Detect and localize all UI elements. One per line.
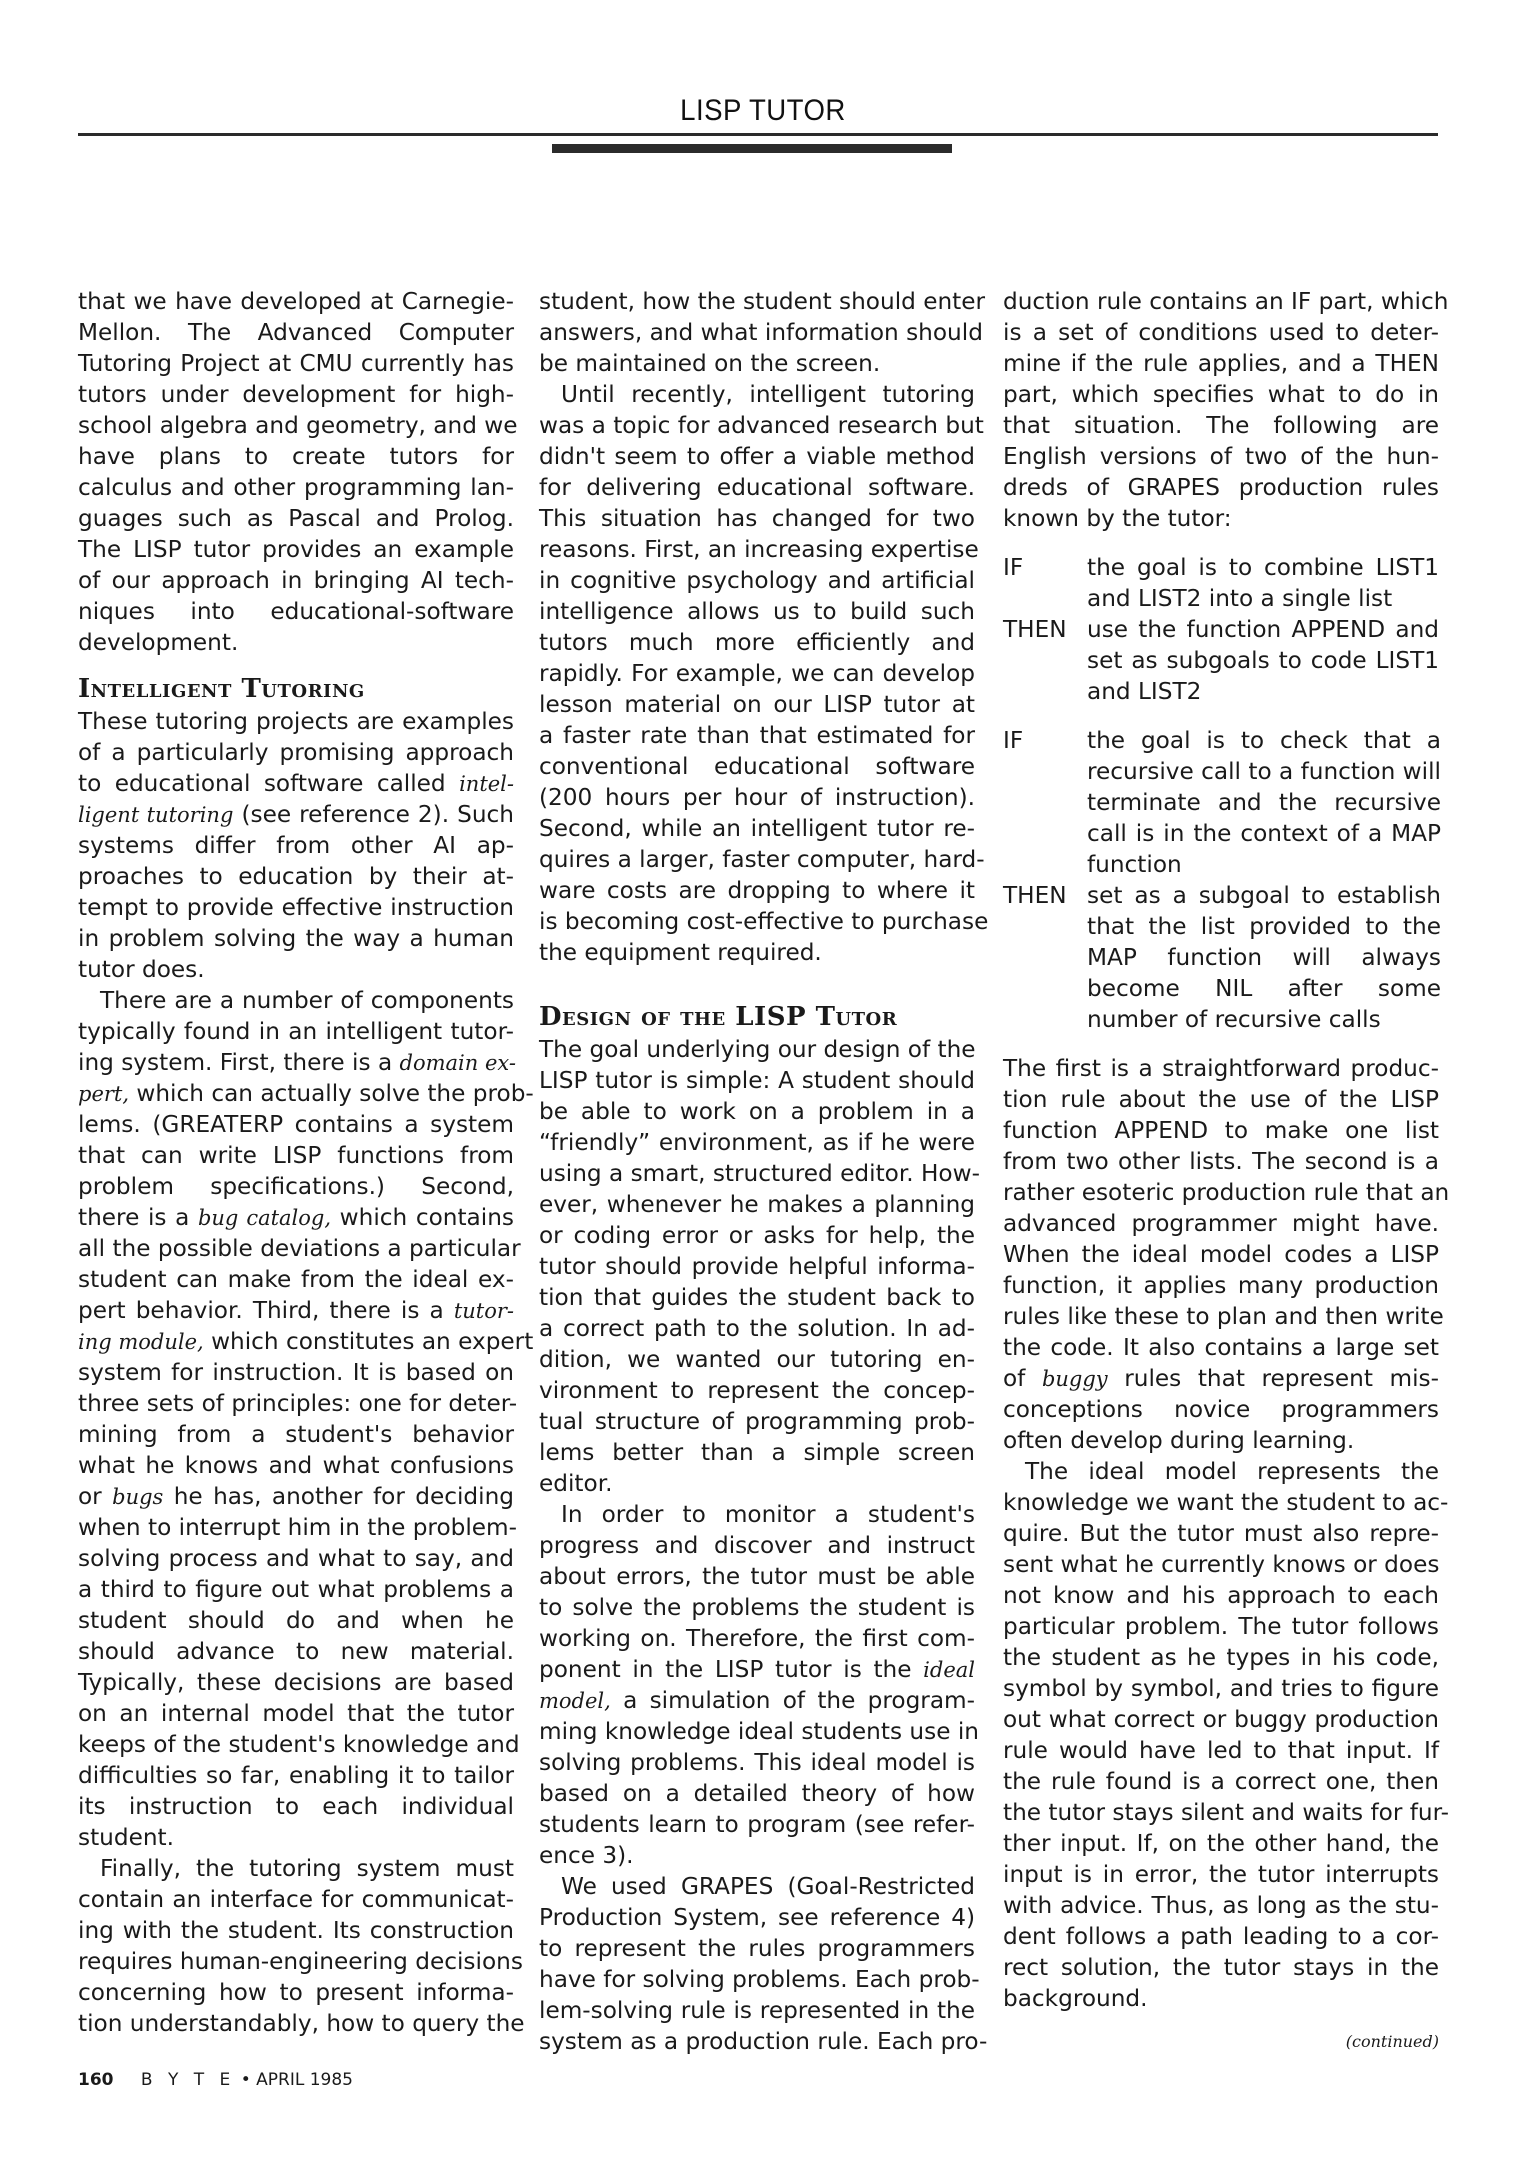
paragraph bbox=[1003, 286, 1449, 534]
text-line: Until recently, intelligent tutoring bbox=[561, 381, 975, 408]
text-line: lems better than a simple screen bbox=[539, 1439, 975, 1466]
text-line: rules like these to plan and then write bbox=[1003, 1303, 1444, 1330]
text-line: niques into educational-software bbox=[78, 598, 514, 625]
text-line: This situation has changed for two bbox=[539, 505, 975, 532]
column-1 bbox=[78, 286, 534, 2039]
text-line: have for solving problems. Each prob- bbox=[539, 1966, 980, 1993]
emphasis: bug catalog, bbox=[197, 1206, 332, 1230]
text-run: which constitutes an expert bbox=[203, 1328, 534, 1355]
emphasis: ing module, bbox=[78, 1330, 204, 1354]
text-line: The ideal model represents the bbox=[1025, 1458, 1439, 1485]
running-title: LISP TUTOR bbox=[680, 94, 846, 127]
text-line: rect solution, the tutor stays in the bbox=[1003, 1954, 1439, 1981]
production-rule-1 bbox=[1003, 552, 1439, 707]
text-line: school algebra and geometry, and we bbox=[78, 412, 518, 439]
section-heading: Intelligent Tutoring bbox=[78, 674, 365, 704]
text-run: of bbox=[1003, 1365, 1042, 1392]
text-line: not know and his approach to each bbox=[1003, 1582, 1439, 1609]
text-line bbox=[78, 768, 514, 799]
text-line: Finally, the tutoring system must bbox=[100, 1855, 514, 1882]
text-line: background. bbox=[1003, 1985, 1148, 2012]
text-line: system as a production rule. Each pro- bbox=[539, 2028, 988, 2055]
text-line: didn't seem to offer a viable method bbox=[539, 443, 975, 470]
text-line: Typically, these decisions are based bbox=[78, 1669, 514, 1696]
if-condition bbox=[1087, 725, 1441, 880]
text-line: tutors much more efficiently and bbox=[539, 629, 975, 656]
text-line: Tutoring Project at CMU currently has bbox=[78, 350, 514, 377]
page-footer bbox=[78, 2070, 353, 2090]
text-run: pert behavior. Third, there is a bbox=[78, 1297, 454, 1324]
spacer bbox=[1003, 1035, 1439, 1053]
paragraph bbox=[78, 706, 514, 985]
text-line: lesson material on our LISP tutor at bbox=[539, 691, 975, 718]
text-line bbox=[539, 1654, 975, 1685]
text-line: editor. bbox=[539, 1470, 613, 1497]
text-line: development. bbox=[78, 629, 239, 656]
then-action bbox=[1087, 614, 1439, 707]
text-line: vironment to represent the concep- bbox=[539, 1377, 975, 1404]
text-line: become NIL after some bbox=[1087, 975, 1441, 1002]
text-line: ever, whenever he makes a planning bbox=[539, 1191, 975, 1218]
text-line: the code. It also contains a large set bbox=[1003, 1334, 1439, 1361]
text-line: student. bbox=[78, 1824, 175, 1851]
text-line: Mellon. The Advanced Computer bbox=[78, 319, 514, 346]
text-line: set as subgoals to code LIST1 bbox=[1087, 647, 1439, 674]
text-line: that the list provided to the bbox=[1087, 913, 1441, 940]
text-line: solving problems. This ideal model is bbox=[539, 1749, 975, 1776]
text-line: We used GRAPES (Goal-Restricted bbox=[561, 1873, 975, 1900]
text-line: known by the tutor: bbox=[1003, 505, 1232, 532]
text-line: is a set of conditions used to deter- bbox=[1003, 319, 1439, 346]
text-line: that situation. The following are bbox=[1003, 412, 1439, 439]
text-line: dreds of GRAPES production rules bbox=[1003, 474, 1439, 501]
text-line: tion that guides the student back to bbox=[539, 1284, 975, 1311]
text-line: The LISP tutor provides an example bbox=[78, 536, 514, 563]
text-line: When the ideal model codes a LISP bbox=[1003, 1241, 1439, 1268]
emphasis: tutor- bbox=[453, 1299, 514, 1323]
magazine-name: B Y T E bbox=[140, 2070, 236, 2090]
text-line: number of recursive calls bbox=[1087, 1006, 1381, 1033]
text-line: often develop during learning. bbox=[1003, 1427, 1355, 1454]
text-line: be able to work on a problem in a bbox=[539, 1098, 975, 1125]
text-line: working on. Therefore, the first com- bbox=[539, 1625, 975, 1652]
emphasis: intel- bbox=[459, 772, 514, 796]
paragraph bbox=[539, 379, 989, 968]
spacer bbox=[1003, 707, 1439, 725]
text-line: quire. But the tutor must also repre- bbox=[1003, 1520, 1439, 1547]
text-line: have plans to create tutors for bbox=[78, 443, 514, 470]
text-line: rather esoteric production rule that an bbox=[1003, 1179, 1450, 1206]
text-line: Production System, see reference 4) bbox=[539, 1904, 975, 1931]
paragraph bbox=[78, 286, 518, 658]
text-line: tempt to provide effective instruction bbox=[78, 894, 514, 921]
text-line: requires human-engineering decisions bbox=[78, 1948, 523, 1975]
text-line: rule would have led to that input. If bbox=[1003, 1737, 1439, 1764]
text-line: tion rule about the use of the LISP bbox=[1003, 1086, 1439, 1113]
text-line: be maintained on the screen. bbox=[539, 350, 881, 377]
text-line: three sets of principles: one for deter- bbox=[78, 1390, 518, 1417]
text-line: lem-solving rule is represented in the bbox=[539, 1997, 975, 2024]
emphasis: domain ex- bbox=[399, 1051, 516, 1075]
text-run: to educational software called bbox=[78, 770, 460, 797]
text-line: terminate and the recursive bbox=[1087, 789, 1441, 816]
text-line: guages such as Pascal and Prolog. bbox=[78, 505, 514, 532]
text-line: should advance to new material. bbox=[78, 1638, 514, 1665]
text-line bbox=[78, 1481, 514, 1512]
text-line: tutor does. bbox=[78, 956, 205, 983]
emphasis: buggy bbox=[1041, 1367, 1108, 1391]
text-line: function bbox=[1087, 851, 1182, 878]
text-line: students learn to program (see refer- bbox=[539, 1811, 975, 1838]
text-line: student can make from the ideal ex- bbox=[78, 1266, 514, 1293]
text-line: progress and discover and instruct bbox=[539, 1532, 975, 1559]
paragraph bbox=[1003, 1456, 1450, 2014]
text-line: advanced programmer might have. bbox=[1003, 1210, 1439, 1237]
text-line bbox=[78, 799, 514, 830]
issue-date: APRIL 1985 bbox=[256, 2070, 353, 2090]
text-line bbox=[78, 1202, 514, 1233]
text-line: ther input. If, on the other hand, the bbox=[1003, 1830, 1439, 1857]
text-line: of our approach in bringing AI tech- bbox=[78, 567, 514, 594]
text-line: intelligence allows us to build such bbox=[539, 598, 975, 625]
paragraph bbox=[539, 1499, 979, 1871]
text-line: typically found in an intelligent tutor- bbox=[78, 1018, 514, 1045]
text-line: a faster rate than that estimated for bbox=[539, 722, 975, 749]
text-run: ponent in the LISP tutor is the bbox=[539, 1656, 924, 1683]
text-line: tutors under development for high- bbox=[78, 381, 514, 408]
text-line: recursive call to a function will bbox=[1087, 758, 1441, 785]
paragraph bbox=[539, 286, 986, 379]
text-line: all the possible deviations a particular bbox=[78, 1235, 521, 1262]
text-line: mining from a student's behavior bbox=[78, 1421, 514, 1448]
text-line: what he knows and what confusions bbox=[78, 1452, 514, 1479]
text-line: ence 3). bbox=[539, 1842, 634, 1869]
text-line: particular problem. The tutor follows bbox=[1003, 1613, 1439, 1640]
text-line: solving process and what to say, and bbox=[78, 1545, 514, 1572]
text-line: that can write LISP functions from bbox=[78, 1142, 514, 1169]
text-line: the goal is to combine LIST1 bbox=[1087, 554, 1439, 581]
text-line: concerning how to present informa- bbox=[78, 1979, 514, 2006]
text-line: student, how the student should enter bbox=[539, 288, 986, 315]
text-line: student should do and when he bbox=[78, 1607, 514, 1634]
text-line: There are a number of components bbox=[100, 987, 514, 1014]
text-line: its instruction to each individual bbox=[78, 1793, 514, 1820]
text-line: to solve the problems the student is bbox=[539, 1594, 975, 1621]
text-line: In order to monitor a student's bbox=[561, 1501, 975, 1528]
text-line: that we have developed at Carnegie- bbox=[78, 288, 514, 315]
text-line: when to interrupt him in the problem- bbox=[78, 1514, 518, 1541]
production-rule-2 bbox=[1003, 725, 1439, 1035]
text-line: part, which specifies what to do in bbox=[1003, 381, 1439, 408]
header-rule-thin bbox=[78, 133, 1438, 136]
footer-separator: • bbox=[240, 2070, 251, 2090]
text-line bbox=[78, 1078, 534, 1109]
text-line: problem specifications.) Second, bbox=[78, 1173, 514, 1200]
text-line: knowledge we want the student to ac- bbox=[1003, 1489, 1449, 1516]
continued-note: (continued) bbox=[1345, 2032, 1439, 2051]
text-line: input is in error, the tutor interrupts bbox=[1003, 1861, 1439, 1888]
text-line: and LIST2 bbox=[1087, 678, 1202, 705]
if-keyword: IF bbox=[1003, 727, 1024, 754]
text-line: or coding error or asks for help, the bbox=[539, 1222, 975, 1249]
text-line: a third to figure out what problems a bbox=[78, 1576, 514, 1603]
then-keyword: THEN bbox=[1003, 882, 1067, 909]
text-line: contain an interface for communicat- bbox=[78, 1886, 514, 1913]
if-keyword: IF bbox=[1003, 554, 1024, 581]
text-line: English versions of two of the hun- bbox=[1003, 443, 1439, 470]
text-run: there is a bbox=[78, 1204, 198, 1231]
text-line: The goal underlying our design of the bbox=[539, 1036, 976, 1063]
text-line: use the function APPEND and bbox=[1087, 616, 1439, 643]
text-line: call is in the context of a MAP bbox=[1087, 820, 1441, 847]
text-line: lems. (GREATERP contains a system bbox=[78, 1111, 514, 1138]
text-line: ing with the student. Its construction bbox=[78, 1917, 514, 1944]
then-keyword: THEN bbox=[1003, 616, 1067, 643]
text-line: set as a subgoal to establish bbox=[1087, 882, 1441, 909]
text-run: which can actually solve the prob- bbox=[129, 1080, 534, 1107]
text-line: of a particularly promising approach bbox=[78, 739, 514, 766]
text-line: in problem solving the way a human bbox=[78, 925, 514, 952]
text-run: or bbox=[78, 1483, 113, 1510]
text-line: (200 hours per hour of instruction). bbox=[539, 784, 975, 811]
text-line: calculus and other programming lan- bbox=[78, 474, 514, 501]
text-line: ming knowledge ideal students use in bbox=[539, 1718, 979, 1745]
text-line: sent what he currently knows or does bbox=[1003, 1551, 1440, 1578]
text-line: symbol by symbol, and tries to figure bbox=[1003, 1675, 1439, 1702]
text-line bbox=[78, 1326, 534, 1357]
paragraph bbox=[78, 1853, 525, 2039]
spacer bbox=[1003, 534, 1439, 552]
text-line: proaches to education by their at- bbox=[78, 863, 514, 890]
text-line: systems differ from other AI ap- bbox=[78, 832, 514, 859]
text-run: a simulation of the program- bbox=[610, 1687, 975, 1714]
text-line bbox=[78, 1047, 514, 1078]
text-line: MAP function will always bbox=[1087, 944, 1441, 971]
text-line: conventional educational software bbox=[539, 753, 975, 780]
text-line: These tutoring projects are examples bbox=[78, 708, 514, 735]
text-line: Second, while an intelligent tutor re- bbox=[539, 815, 975, 842]
text-run: (see reference 2). Such bbox=[233, 801, 514, 828]
emphasis: ligent tutoring bbox=[78, 803, 234, 827]
text-line: about errors, the tutor must be able bbox=[539, 1563, 975, 1590]
text-line: system for instruction. It is based on bbox=[78, 1359, 514, 1386]
text-line: a correct path to the solution. In ad- bbox=[539, 1315, 975, 1342]
emphasis: pert, bbox=[78, 1082, 130, 1106]
text-line: the goal is to check that a bbox=[1087, 727, 1441, 754]
text-run: which contains bbox=[331, 1204, 514, 1231]
text-line: dition, we wanted our tutoring en- bbox=[539, 1346, 975, 1373]
text-line: the student as he types in his code, bbox=[1003, 1644, 1439, 1671]
text-line: tutor should provide helpful informa- bbox=[539, 1253, 975, 1280]
paragraph bbox=[539, 1871, 988, 2057]
header-rule-thick bbox=[552, 144, 952, 153]
text-line: difficulties so far, enabling it to tailor bbox=[78, 1762, 514, 1789]
text-line: the tutor stays silent and waits for fur- bbox=[1003, 1799, 1450, 1826]
column-2 bbox=[539, 286, 989, 2057]
text-line: on an internal model that the tutor bbox=[78, 1700, 514, 1727]
text-line: reasons. First, an increasing expertise bbox=[539, 536, 979, 563]
paragraph bbox=[1003, 1053, 1450, 1456]
column-3 bbox=[1003, 286, 1450, 2057]
text-line: the rule found is a correct one, then bbox=[1003, 1768, 1439, 1795]
text-line: using a smart, structured editor. How- bbox=[539, 1160, 980, 1187]
text-line: was a topic for advanced research but bbox=[539, 412, 984, 439]
emphasis: model, bbox=[539, 1689, 611, 1713]
if-condition bbox=[1087, 552, 1439, 614]
text-line: mine if the rule applies, and a THEN bbox=[1003, 350, 1439, 377]
text-line: tion understandably, how to query the bbox=[78, 2010, 525, 2037]
text-line: out what correct or buggy production bbox=[1003, 1706, 1439, 1733]
text-line: tual structure of programming prob- bbox=[539, 1408, 975, 1435]
text-line: is becoming cost-effective to purchase bbox=[539, 908, 989, 935]
text-line: LISP tutor is simple: A student should bbox=[539, 1067, 975, 1094]
text-line bbox=[539, 1685, 975, 1716]
text-line: function, it applies many production bbox=[1003, 1272, 1439, 1299]
text-line: The first is a straightforward produc- bbox=[1003, 1055, 1439, 1082]
text-run: ing system. First, there is a bbox=[78, 1049, 400, 1076]
text-line: keeps of the student's knowledge and bbox=[78, 1731, 520, 1758]
text-line: in cognitive psychology and artificial bbox=[539, 567, 975, 594]
text-line: duction rule contains an IF part, which bbox=[1003, 288, 1449, 315]
text-line: “friendly” environment, as if he were bbox=[539, 1129, 975, 1156]
text-line: to represent the rules programmers bbox=[539, 1935, 975, 1962]
text-run: he has, another for deciding bbox=[163, 1483, 515, 1510]
text-line: quires a larger, faster computer, hard- bbox=[539, 846, 985, 873]
text-run: rules that represent mis- bbox=[1107, 1365, 1439, 1392]
page-number: 160 bbox=[78, 2070, 114, 2090]
text-line: ware costs are dropping to where it bbox=[539, 877, 975, 904]
then-action bbox=[1087, 880, 1441, 1035]
text-line bbox=[78, 1295, 514, 1326]
text-line: with advice. Thus, as long as the stu- bbox=[1003, 1892, 1439, 1919]
text-line: dent follows a path leading to a cor- bbox=[1003, 1923, 1439, 1950]
emphasis: ideal bbox=[923, 1658, 975, 1682]
text-line: based on a detailed theory of how bbox=[539, 1780, 975, 1807]
text-line: rapidly. For example, we can develop bbox=[539, 660, 975, 687]
emphasis: bugs bbox=[112, 1485, 164, 1509]
section-heading: Design of the LISP Tutor bbox=[539, 1002, 898, 1032]
text-line: answers, and what information should bbox=[539, 319, 983, 346]
paragraph bbox=[539, 1034, 980, 1499]
text-line: for delivering educational software. bbox=[539, 474, 975, 501]
text-line: the equipment required. bbox=[539, 939, 822, 966]
text-line: from two other lists. The second is a bbox=[1003, 1148, 1439, 1175]
paragraph bbox=[78, 985, 534, 1853]
text-line: and LIST2 into a single list bbox=[1087, 585, 1393, 612]
text-line: conceptions novice programmers bbox=[1003, 1396, 1439, 1423]
text-line: function APPEND to make one list bbox=[1003, 1117, 1439, 1144]
text-line bbox=[1003, 1363, 1439, 1394]
spacer bbox=[539, 968, 975, 986]
